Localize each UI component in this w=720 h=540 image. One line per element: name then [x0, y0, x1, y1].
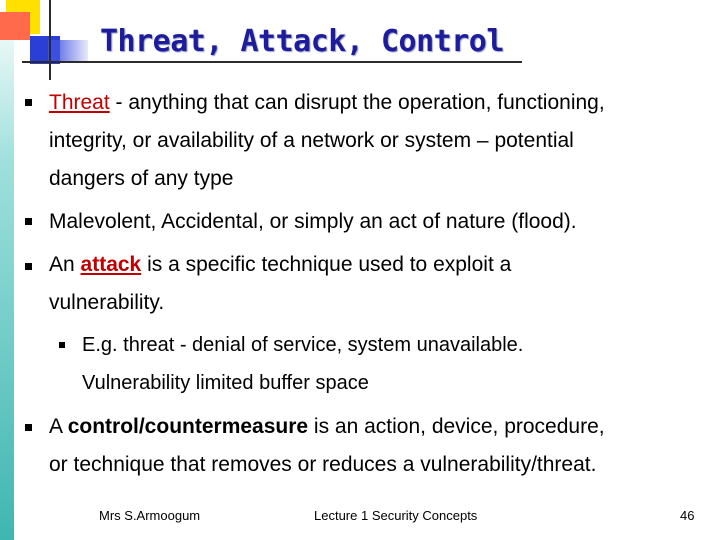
bullet-attack [49, 246, 709, 322]
bullet-text: An [49, 253, 81, 276]
bullet-text: or technique that removes or reduces a vulnerability/threat. [49, 453, 597, 476]
footer-page-number: 46 [680, 508, 695, 523]
bullet-threat [49, 84, 709, 198]
bullet-types [49, 203, 709, 241]
bullet-square-icon [25, 424, 32, 431]
keyword-attack: attack [80, 253, 142, 276]
decor-vertical-line [49, 0, 51, 80]
title-underline [22, 61, 522, 63]
sub-bullet-example [82, 326, 702, 402]
bullet-text: integrity, or availability of a network or system – potential [49, 129, 574, 152]
keyword-control: control/countermeasure [67, 415, 309, 438]
bullet-square-icon [25, 218, 32, 225]
bullet-text: dangers of any type [49, 167, 234, 190]
side-gradient-bar [0, 0, 14, 540]
slide-title: Threat, Attack, Control [100, 24, 504, 59]
decor-blue-fade [48, 40, 88, 62]
bullet-text: Vulnerability limited buffer space [82, 372, 369, 394]
bullet-square-icon [25, 263, 32, 270]
bullet-text: A [49, 415, 68, 438]
keyword-threat: Threat [49, 91, 110, 114]
bullet-text: - anything that can disrupt the operation, functioning, [109, 91, 605, 114]
decor-red-square [0, 12, 30, 40]
bullet-text: is an action, device, procedure, [308, 415, 605, 438]
bullet-text: Malevolent, Accidental, or simply an act of nature (flood). [49, 210, 577, 233]
sub-bullet-square-icon [59, 342, 65, 348]
bullet-text: vulnerability. [49, 291, 165, 314]
footer-course: Lecture 1 Security Concepts [314, 508, 478, 523]
bullet-control [49, 408, 714, 484]
footer-author: Mrs S.Armoogum [99, 508, 201, 523]
bullet-text: is a specific technique used to exploit a [141, 253, 512, 276]
bullet-square-icon [25, 99, 32, 106]
bullet-text: E.g. threat - denial of service, system unavailable. [82, 334, 524, 356]
